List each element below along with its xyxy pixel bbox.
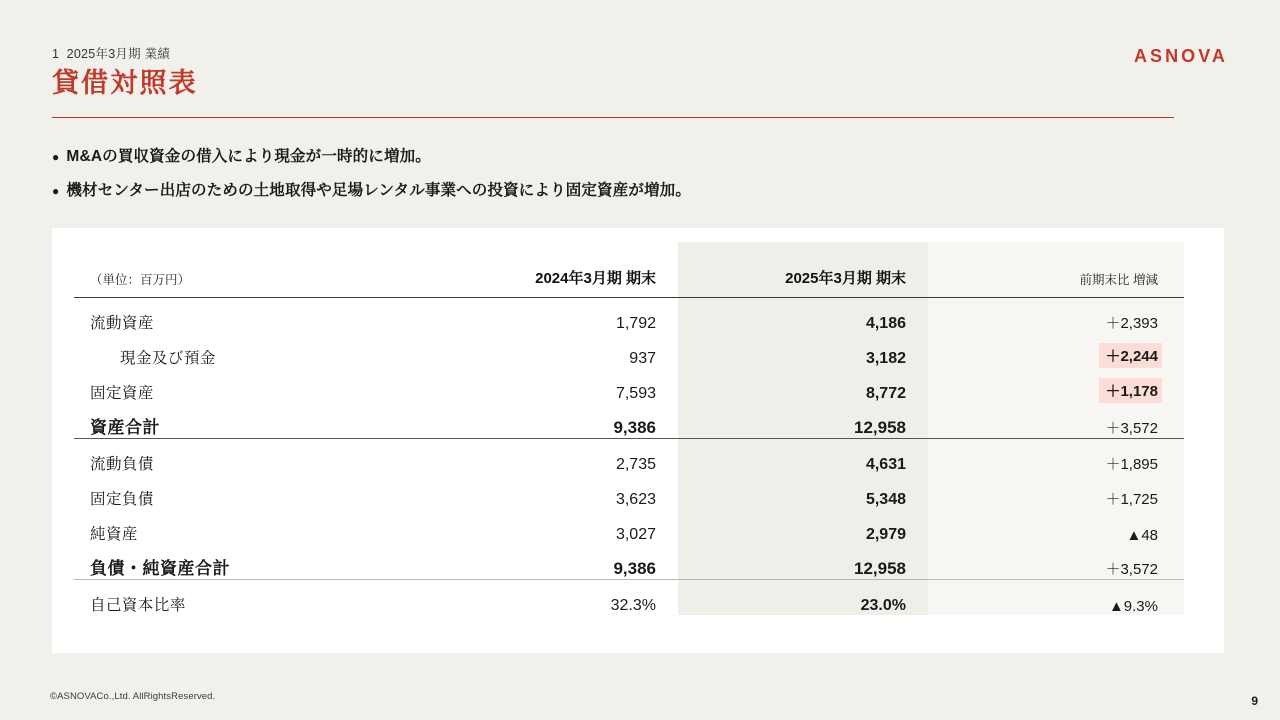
page-title: 貸借対照表 [52,68,198,98]
row-fy2024: 7,593 [615,385,656,402]
table-row [74,544,1184,580]
column-header-diff: 前期末比 増減 [928,242,1184,298]
row-diff: ＋1,725 [928,474,1184,509]
section-eyebrow: 1 2025年3月期 業績 [52,47,171,61]
row-label: 現金及び預金 [120,350,216,367]
row-fy2025: 2,979 [678,509,928,544]
table-row [74,580,1184,616]
list-item [52,144,1172,166]
row-fy2025: 4,186 [678,298,928,334]
table-row [74,509,1184,544]
row-fy2025: 3,182 [678,333,928,368]
row-label: 資産合計 [90,418,161,437]
row-fy2024: 1,792 [615,315,656,332]
row-fy2025: 8,772 [678,368,928,403]
row-fy2024: 937 [629,350,656,367]
table-row [74,298,1184,334]
table-row [74,333,1184,368]
table-row [74,474,1184,509]
row-diff: ▲9.3% [928,580,1184,616]
row-fy2025: 4,631 [678,439,928,475]
row-fy2025: 12,958 [678,403,928,439]
row-label: 純資産 [90,526,138,543]
balance-sheet-card [52,228,1224,653]
row-fy2025: 5,348 [678,474,928,509]
list-item [52,178,1172,200]
row-diff: ▲48 [928,509,1184,544]
title-divider [52,117,1174,118]
row-diff: ＋3,572 [928,403,1184,439]
table-header-row [74,242,1184,298]
column-header-fy2025: 2025年3月期 期末 [678,242,928,298]
page-number: 9 [1251,694,1258,708]
row-fy2025: 23.0% [678,580,928,616]
row-fy2025: 12,958 [678,544,928,580]
row-diff: ＋1,895 [928,439,1184,475]
row-label: 負債・純資産合計 [90,559,231,578]
slide-header [52,44,1162,99]
row-fy2024: 3,027 [615,526,656,543]
table-row [74,439,1184,475]
balance-sheet-table [74,242,1184,615]
bullet-text: M&Aの買収資金の借入により現金が一時的に増加。 [66,148,431,165]
row-diff: ＋2,393 [928,298,1184,334]
row-fy2024: 3,623 [615,491,656,508]
row-fy2024: 9,386 [613,559,656,578]
row-label: 流動資産 [90,315,154,332]
row-label: 自己資本比率 [74,580,432,616]
diff-highlight: ＋1,178 [1099,378,1162,403]
row-diff [928,368,1184,403]
row-diff: ＋3,572 [928,544,1184,580]
diff-highlight: ＋2,244 [1099,343,1162,368]
row-fy2024: 9,386 [613,418,656,437]
row-diff [928,333,1184,368]
bullet-text: 機材センター出店のための土地取得や足場レンタル事業への投資により固定資産が増加。 [66,182,691,199]
column-header-fy2024: 2024年3月期 期末 [432,242,678,298]
table-row [74,368,1184,403]
bullet-list [52,144,1172,212]
row-label: 固定資産 [90,385,154,402]
copyright-text: ©ASNOVACo.,Ltd. AllRightsReserved. [50,691,216,702]
table-row [74,403,1184,439]
bullet-dot-icon: ● [52,184,60,198]
row-label: 固定負債 [90,491,154,508]
row-fy2024: 32.3% [432,580,678,616]
unit-note: （単位：百万円） [74,242,432,298]
row-fy2024: 2,735 [432,439,678,475]
row-label: 流動負債 [74,439,432,475]
bullet-dot-icon: ● [52,150,60,164]
asnova-logo: ASNOVA [1133,46,1228,66]
